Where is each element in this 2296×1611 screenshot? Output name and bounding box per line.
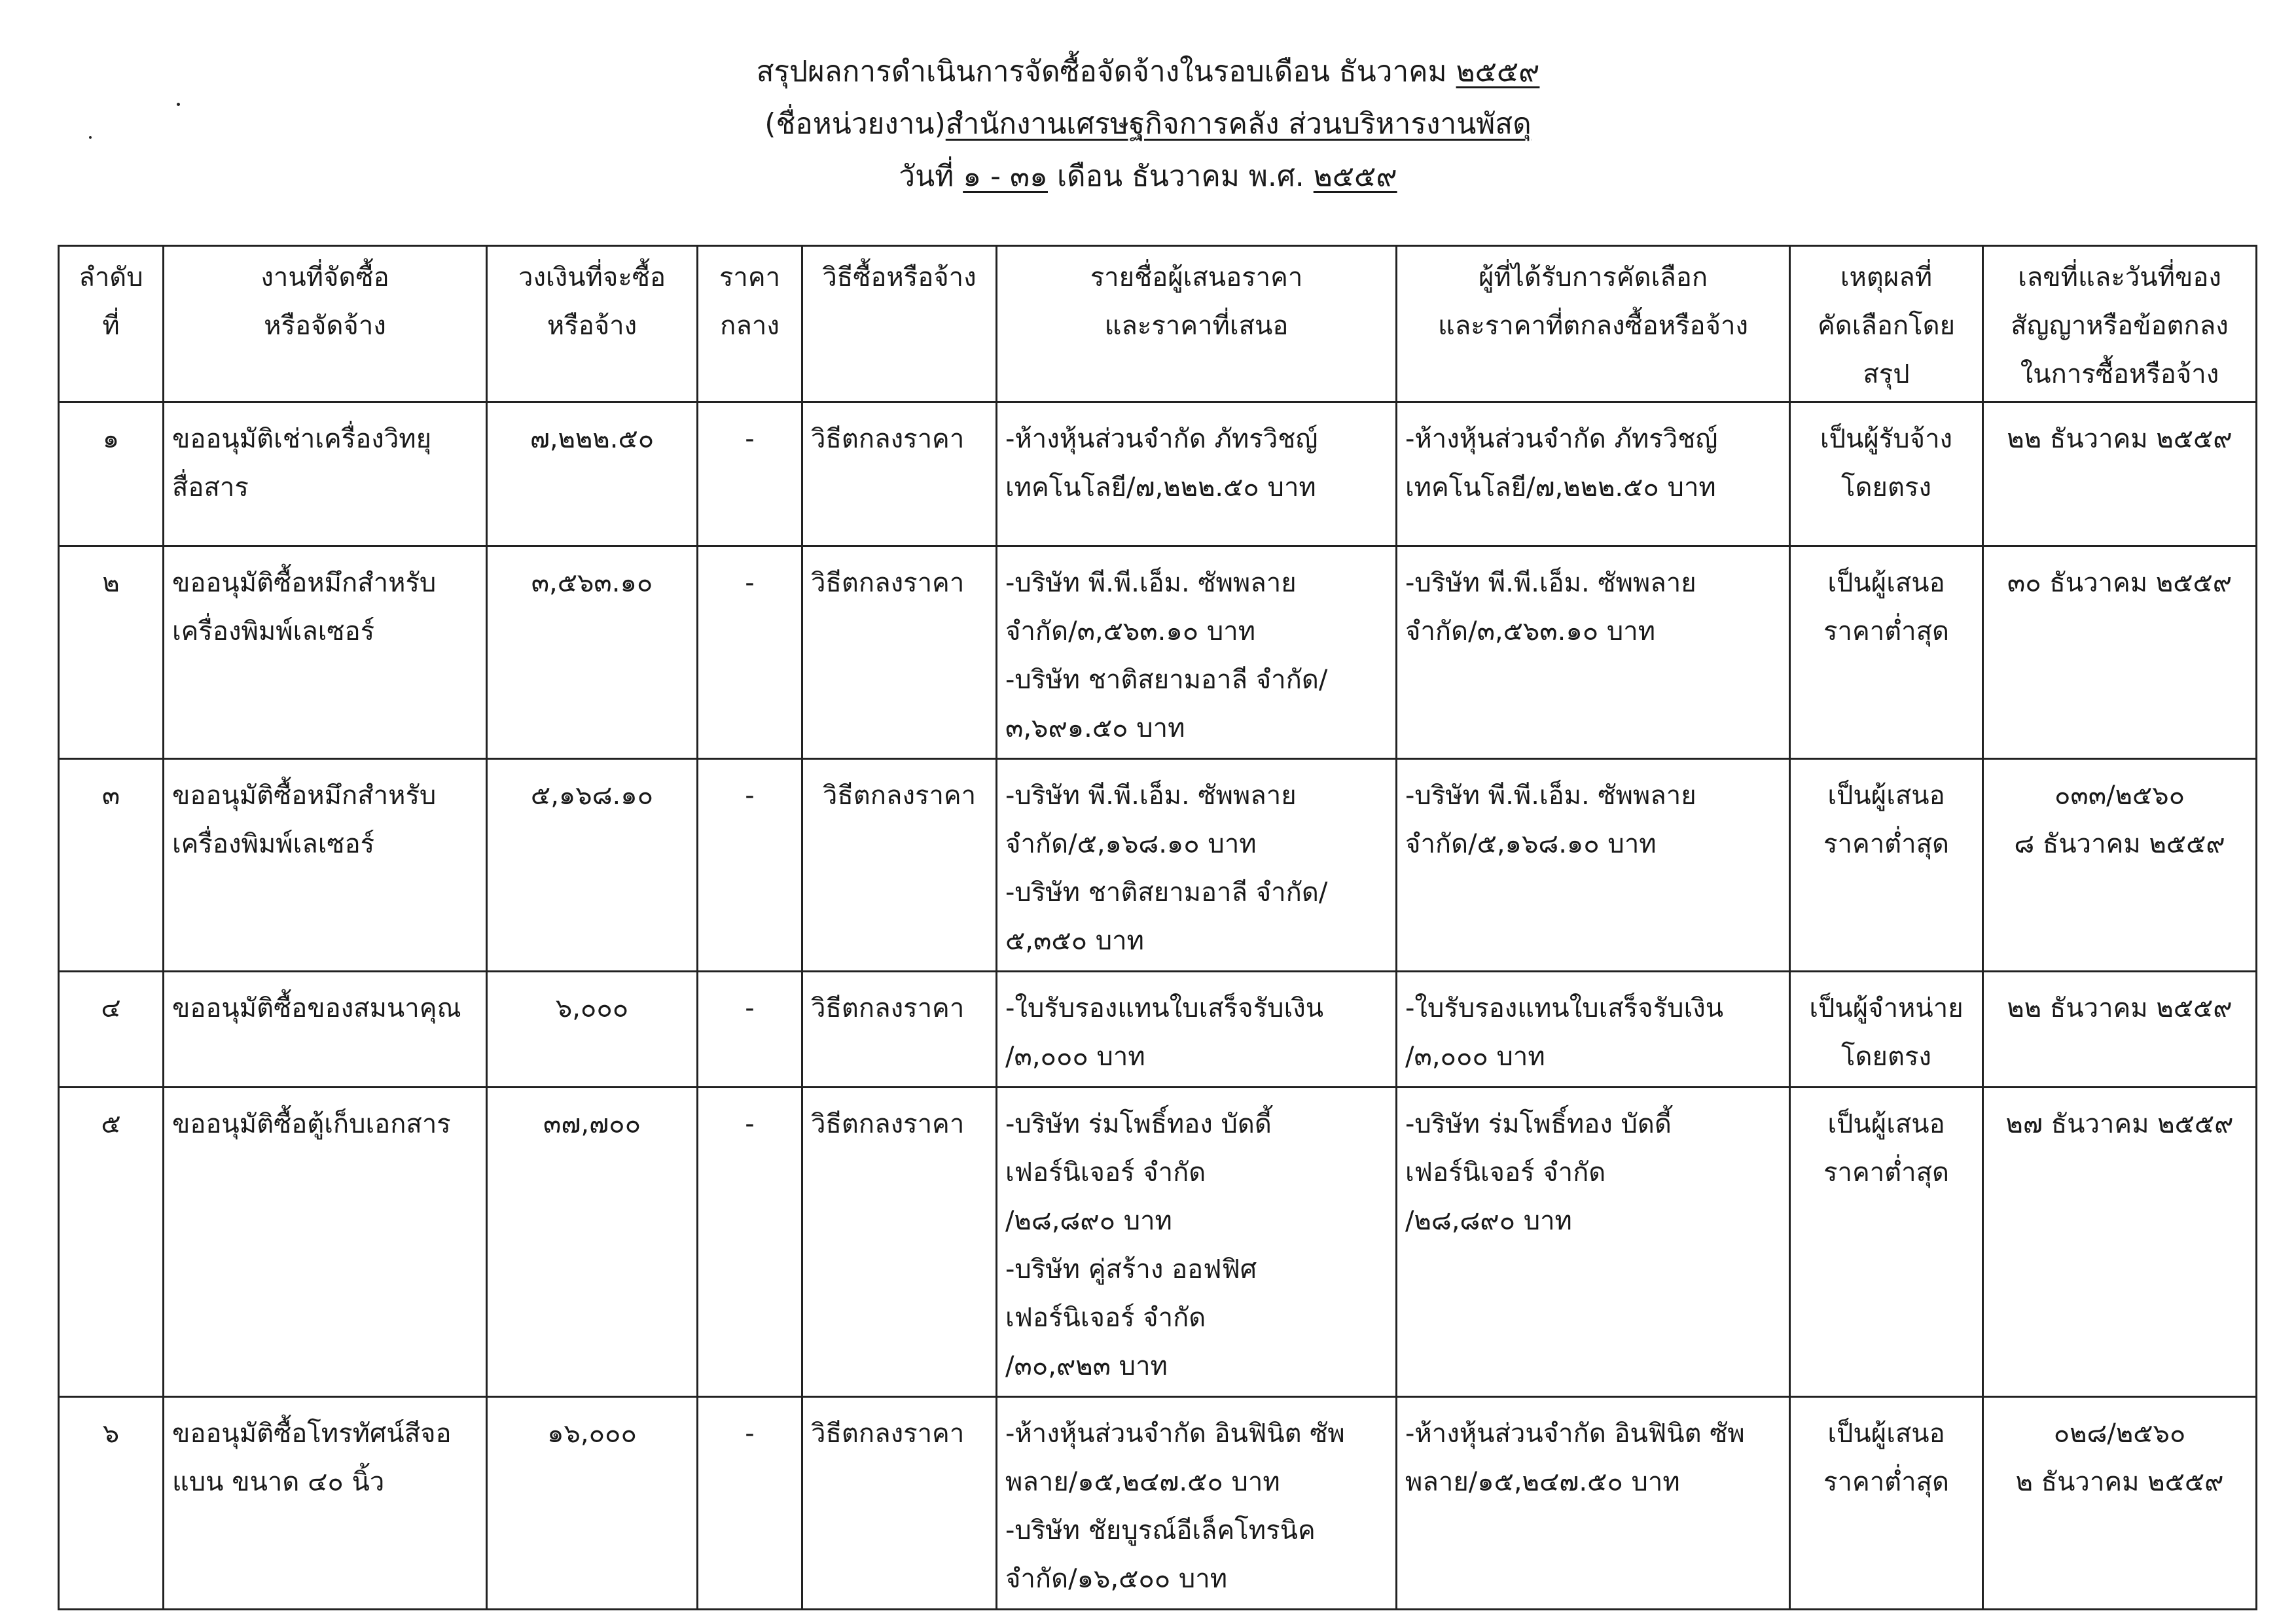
cell-no: ๑ bbox=[59, 402, 164, 546]
header-title-line bbox=[0, 46, 2296, 98]
cell-reason: เป็นผู้เสนอ ราคาต่ำสุด bbox=[1790, 1397, 1983, 1610]
col-header-method: วิธีซื้อหรือจ้าง bbox=[802, 246, 997, 402]
cell-selected: -บริษัท พี.พี.เอ็ม. ซัพพลาย จำกัด/๓,๕๖๓.๑๐ บาท bbox=[1397, 546, 1790, 759]
cell-method: วิธีตกลงราคา bbox=[802, 1088, 997, 1397]
cell-contract: ๓๐ ธันวาคม ๒๕๕๙ bbox=[1983, 546, 2257, 759]
col-header-median-price: ราคา กลาง bbox=[698, 246, 802, 402]
cell-median-price: - bbox=[698, 759, 802, 972]
table-row bbox=[59, 1088, 2257, 1397]
table-row bbox=[59, 1397, 2257, 1610]
cell-method: วิธีตกลงราคา bbox=[802, 402, 997, 546]
cell-budget: ๓๗,๗๐๐ bbox=[487, 1088, 698, 1397]
cell-method: วิธีตกลงราคา bbox=[802, 1397, 997, 1610]
procurement-table bbox=[58, 245, 2257, 1610]
cell-bidders: -ห้างหุ้นส่วนจำกัด ภัทรวิชญ์ เทคโนโลยี/๗,๒๒๒.๕๐ บาท bbox=[997, 402, 1397, 546]
cell-bidders: -บริษัท พี.พี.เอ็ม. ซัพพลาย จำกัด/๕,๑๖๘.๑๐ บาท -บริษัท ชาติสยามอาลี จำกัด/ ๕,๓๕๐ บาท bbox=[997, 759, 1397, 972]
cell-selected: -ห้างหุ้นส่วนจำกัด ภัทรวิชญ์ เทคโนโลยี/๗,๒๒๒.๕๐ บาท bbox=[1397, 402, 1790, 546]
cell-no: ๖ bbox=[59, 1397, 164, 1610]
cell-median-price: - bbox=[698, 972, 802, 1088]
cell-median-price: - bbox=[698, 546, 802, 759]
cell-method: วิธีตกลงราคา bbox=[802, 972, 997, 1088]
col-header-selected: ผู้ที่ได้รับการคัดเลือก และราคาที่ตกลงซื้อหรือจ้าง bbox=[1397, 246, 1790, 402]
cell-no: ๔ bbox=[59, 972, 164, 1088]
document-header bbox=[0, 46, 2296, 203]
cell-reason: เป็นผู้จำหน่าย โดยตรง bbox=[1790, 972, 1983, 1088]
date-month: เดือน ธันวาคม พ.ศ. bbox=[1047, 160, 1314, 193]
cell-contract: ๐๓๓/๒๕๖๐ ๘ ธันวาคม ๒๕๕๙ bbox=[1983, 759, 2257, 972]
table-row bbox=[59, 546, 2257, 759]
cell-contract: ๒๗ ธันวาคม ๒๕๕๙ bbox=[1983, 1088, 2257, 1397]
cell-contract: ๐๒๘/๒๕๖๐ ๒ ธันวาคม ๒๕๕๙ bbox=[1983, 1397, 2257, 1610]
cell-item: ขออนุมัติซื้อหมึกสำหรับ เครื่องพิมพ์เลเซอร์ bbox=[164, 759, 487, 972]
cell-item: ขออนุมัติซื้อหมึกสำหรับ เครื่องพิมพ์เลเซอร์ bbox=[164, 546, 487, 759]
title-year: ๒๕๕๙ bbox=[1456, 55, 1540, 88]
cell-budget: ๑๖,๐๐๐ bbox=[487, 1397, 698, 1610]
cell-reason: เป็นผู้เสนอ ราคาต่ำสุด bbox=[1790, 759, 1983, 972]
cell-reason: เป็นผู้เสนอ ราคาต่ำสุด bbox=[1790, 1088, 1983, 1397]
col-header-reason: เหตุผลที่ คัดเลือกโดย สรุป bbox=[1790, 246, 1983, 402]
col-header-budget: วงเงินที่จะซื้อ หรือจ้าง bbox=[487, 246, 698, 402]
agency-name: สำนักงานเศรษฐกิจการคลัง ส่วนบริหารงานพัสดุ bbox=[945, 107, 1532, 141]
cell-item: ขออนุมัติซื้อตู้เก็บเอกสาร bbox=[164, 1088, 487, 1397]
cell-budget: ๗,๒๒๒.๕๐ bbox=[487, 402, 698, 546]
cell-bidders: -บริษัท ร่มโพธิ์ทอง บัดดี้ เฟอร์นิเจอร์ จำกัด /๒๘,๘๙๐ บาท -บริษัท คู่สร้าง ออฟฟิศ เฟอร์นิเจอร์ จำกัด /๓๐,๙๒๓ บาท bbox=[997, 1088, 1397, 1397]
cell-bidders: -บริษัท พี.พี.เอ็ม. ซัพพลาย จำกัด/๓,๕๖๓.๑๐ บาท -บริษัท ชาติสยามอาลี จำกัด/ ๓,๖๙๑.๕๐ บาท bbox=[997, 546, 1397, 759]
cell-contract: ๒๒ ธันวาคม ๒๕๕๙ bbox=[1983, 972, 2257, 1088]
cell-median-price: - bbox=[698, 1397, 802, 1610]
cell-item: ขออนุมัติซื้อโทรทัศน์สีจอ แบน ขนาด ๔๐ นิ้ว bbox=[164, 1397, 487, 1610]
table-row bbox=[59, 402, 2257, 546]
cell-reason: เป็นผู้เสนอ ราคาต่ำสุด bbox=[1790, 546, 1983, 759]
cell-no: ๓ bbox=[59, 759, 164, 972]
cell-selected: -บริษัท ร่มโพธิ์ทอง บัดดี้ เฟอร์นิเจอร์ จำกัด /๒๘,๘๙๐ บาท bbox=[1397, 1088, 1790, 1397]
title-text: สรุปผลการดำเนินการจัดซื้อจัดจ้างในรอบเดือน ธันวาคม bbox=[756, 55, 1456, 88]
cell-selected: -บริษัท พี.พี.เอ็ม. ซัพพลาย จำกัด/๕,๑๖๘.๑๐ บาท bbox=[1397, 759, 1790, 972]
table-row bbox=[59, 972, 2257, 1088]
cell-budget: ๓,๕๖๓.๑๐ bbox=[487, 546, 698, 759]
col-header-item: งานที่จัดซื้อ หรือจัดจ้าง bbox=[164, 246, 487, 402]
cell-no: ๕ bbox=[59, 1088, 164, 1397]
cell-median-price: - bbox=[698, 1088, 802, 1397]
table-header-row bbox=[59, 246, 2257, 402]
cell-bidders: -ห้างหุ้นส่วนจำกัด อินฟินิต ซัพ พลาย/๑๕,๒๔๗.๕๐ บาท -บริษัท ชัยบูรณ์อีเล็คโทรนิค จำกัด/๑๖,๕๐๐ บาท bbox=[997, 1397, 1397, 1610]
cell-item: ขออนุมัติซื้อของสมนาคุณ bbox=[164, 972, 487, 1088]
cell-reason: เป็นผู้รับจ้าง โดยตรง bbox=[1790, 402, 1983, 546]
cell-method: วิธีตกลงราคา bbox=[802, 546, 997, 759]
cell-contract: ๒๒ ธันวาคม ๒๕๕๙ bbox=[1983, 402, 2257, 546]
date-label: วันที่ bbox=[899, 160, 963, 193]
agency-label: (ชื่อหน่วยงาน) bbox=[764, 107, 946, 141]
cell-selected: -ห้างหุ้นส่วนจำกัด อินฟินิต ซัพ พลาย/๑๕,๒๔๗.๕๐ บาท bbox=[1397, 1397, 1790, 1610]
cell-selected: -ใบรับรองแทนใบเสร็จรับเงิน /๓,๐๐๐ บาท bbox=[1397, 972, 1790, 1088]
cell-bidders: -ใบรับรองแทนใบเสร็จรับเงิน /๓,๐๐๐ บาท bbox=[997, 972, 1397, 1088]
col-header-bidders: รายชื่อผู้เสนอราคา และราคาที่เสนอ bbox=[997, 246, 1397, 402]
cell-budget: ๕,๑๖๘.๑๐ bbox=[487, 759, 698, 972]
date-year: ๒๕๕๙ bbox=[1313, 160, 1397, 193]
cell-median-price: - bbox=[698, 402, 802, 546]
col-header-contract: เลขที่และวันที่ของ สัญญาหรือข้อตกลง ในการซื้อหรือจ้าง bbox=[1983, 246, 2257, 402]
header-date-line bbox=[0, 150, 2296, 203]
cell-item: ขออนุมัติเช่าเครื่องวิทยุ สื่อสาร bbox=[164, 402, 487, 546]
header-agency-line bbox=[0, 98, 2296, 150]
table-row bbox=[59, 759, 2257, 972]
col-header-no: ลำดับ ที่ bbox=[59, 246, 164, 402]
cell-no: ๒ bbox=[59, 546, 164, 759]
cell-method: วิธีตกลงราคา bbox=[802, 759, 997, 972]
cell-budget: ๖,๐๐๐ bbox=[487, 972, 698, 1088]
date-days: ๑ - ๓๑ bbox=[963, 160, 1048, 193]
